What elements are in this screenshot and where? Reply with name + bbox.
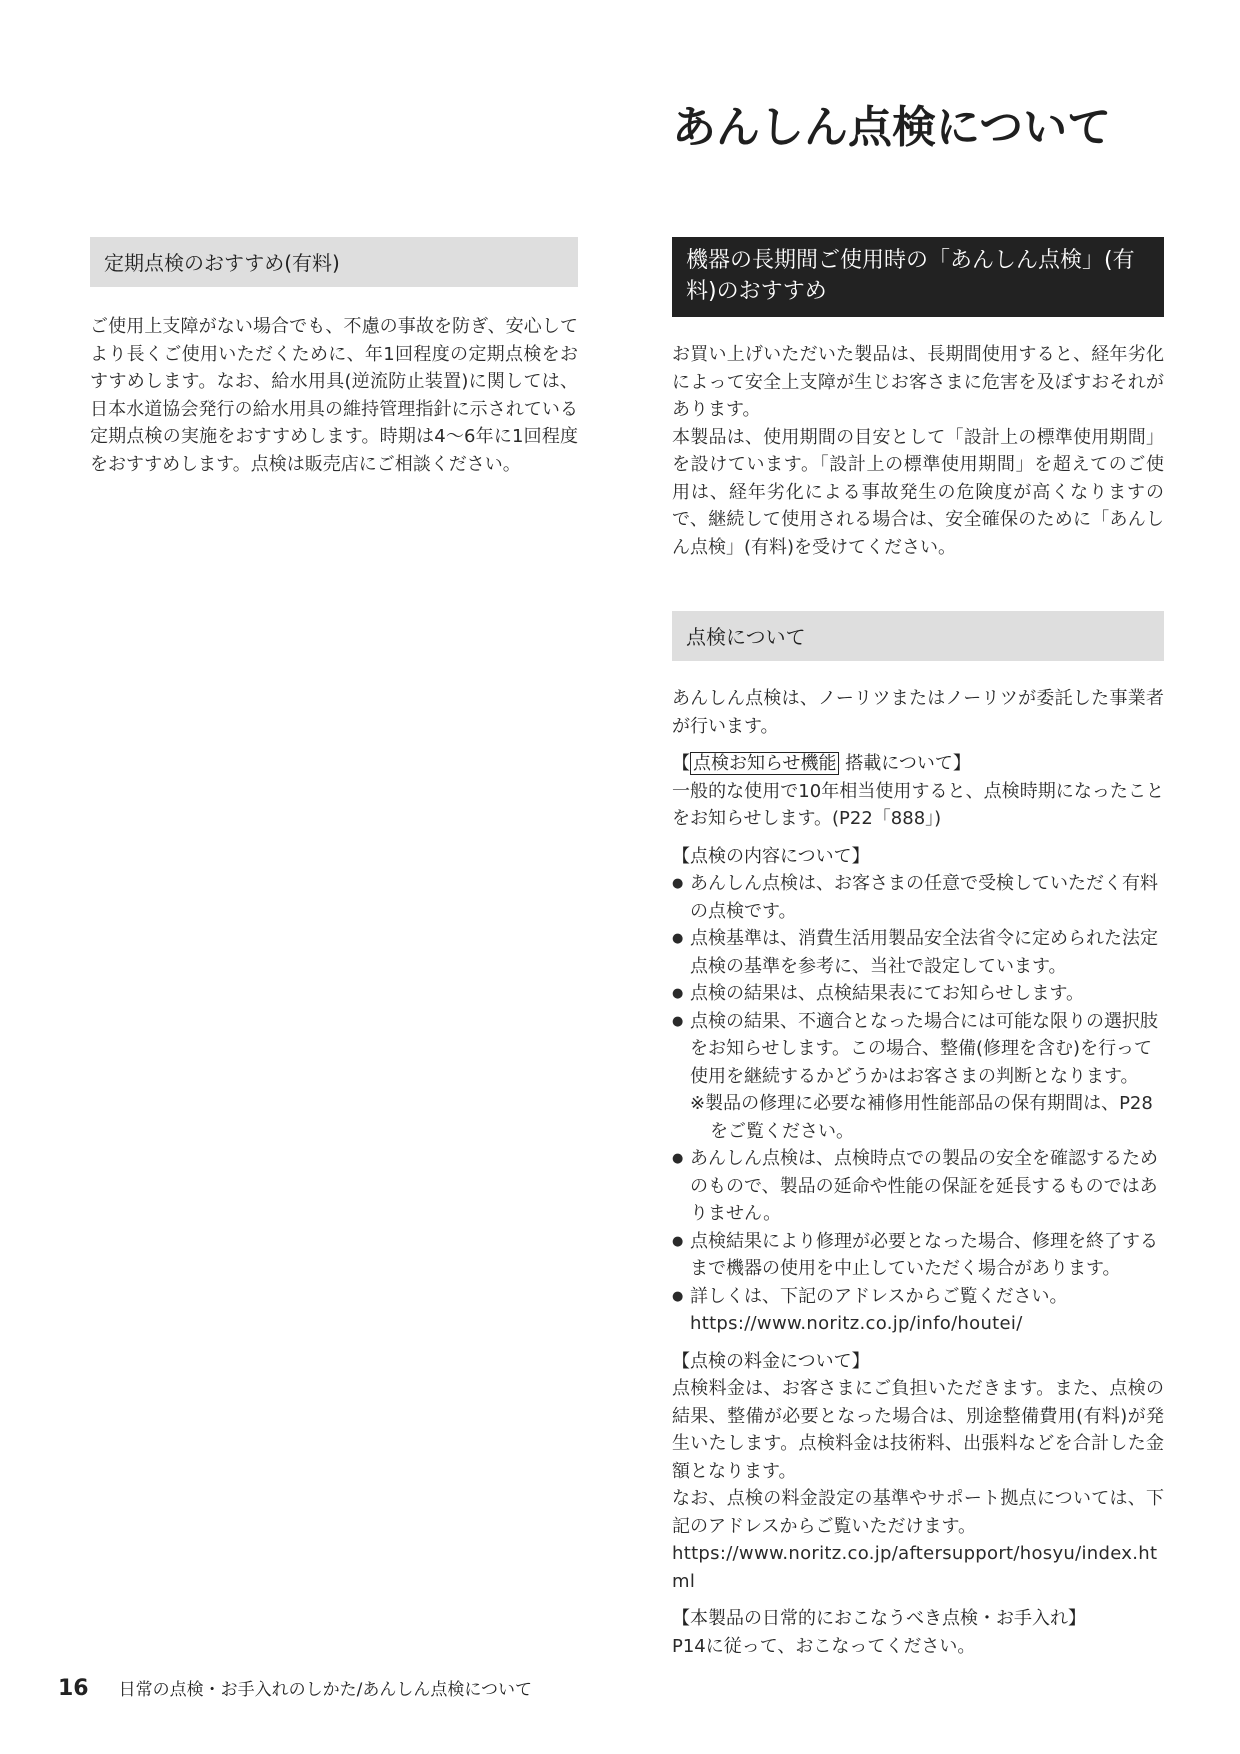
long-term-use-body bbox=[672, 341, 1164, 561]
notice-function-block bbox=[672, 750, 1164, 833]
list-item bbox=[672, 1228, 1164, 1283]
repair-parts-note: ※製品の修理に必要な補修用性能部品の保有期間は、P28をご覧ください。 bbox=[690, 1093, 1153, 1142]
page-footer bbox=[58, 1676, 532, 1702]
daily-inspection-text: P14に従って、おこなってください。 bbox=[672, 1635, 976, 1657]
bracket-open: 【 bbox=[672, 753, 690, 774]
list-item bbox=[672, 1145, 1164, 1228]
inspection-content-list bbox=[672, 870, 1164, 1338]
inspection-content-title: 【点検の内容について】 bbox=[672, 845, 870, 867]
footer-text: 日常の点検・お手入れのしかた/あんしん点検について bbox=[118, 1680, 533, 1700]
section-header-about-inspection: 点検について bbox=[672, 611, 1164, 661]
inspection-content-block bbox=[672, 843, 1164, 1338]
long-term-use-paragraph-2: 本製品は、使用期間の目安として「設計上の標準使用期間」を設けています。「設計上の標準使用期間」を超えてのご使用は、経年劣化による事故発生の危険度が高くなりますので、継続して使用される場合は、安全確保のために「あんしん点検」(有料)を受けてください。 bbox=[672, 426, 1164, 558]
list-item-text: 詳しくは、下記のアドレスからご覧ください。 bbox=[690, 1285, 1068, 1307]
left-column bbox=[90, 237, 578, 478]
right-column bbox=[672, 237, 1164, 1660]
list-item-text: 点検の結果、不適合となった場合には可能な限りの選択肢をお知らせします。この場合、整備(修理を含む)を行って使用を継続するかどうかはお客さまの判断となります。 bbox=[690, 1010, 1158, 1087]
list-item bbox=[672, 1008, 1164, 1146]
notice-function-text: 一般的な使用で10年相当使用すると、点検時期になったことをお知らせします。(P22「888」) bbox=[672, 780, 1164, 829]
list-item-text: あんしん点検は、お客さまの任意で受検していただく有料の点検です。 bbox=[690, 873, 1158, 922]
long-term-use-paragraph-1: お買い上げいただいた製品は、長期間使用すると、経年劣化によって安全上支障が生じお客さまに危害を及ぼすおそれがあります。 bbox=[672, 344, 1164, 420]
inspection-fee-title: 【点検の料金について】 bbox=[672, 1350, 870, 1372]
houtei-url[interactable]: https://www.noritz.co.jp/info/houtei/ bbox=[690, 1313, 1023, 1334]
list-item-text: 点検結果により修理が必要となった場合、修理を終了するまで機器の使用を中止していただく場合があります。 bbox=[690, 1230, 1158, 1279]
notice-function-label: 点検お知らせ機能 bbox=[690, 752, 839, 775]
section-header-long-term-use: 機器の長期間ご使用時の「あんしん点検」(有料)のおすすめ bbox=[672, 237, 1164, 317]
inspection-intro: あんしん点検は、ノーリツまたはノーリツが委託した事業者が行います。 bbox=[672, 688, 1164, 737]
bullet-icon: ● bbox=[672, 876, 684, 891]
inspection-fee-block bbox=[672, 1348, 1164, 1596]
inspection-fee-paragraph-2: なお、点検の料金設定の基準やサポート拠点については、下記のアドレスからご覧いただけます。 bbox=[672, 1488, 1164, 1537]
list-item-text: 点検基準は、消費生活用製品安全法省令に定められた法定点検の基準を参考に、当社で設定しています。 bbox=[690, 928, 1158, 977]
page-number: 16 bbox=[58, 1676, 89, 1701]
page-title: あんしん点検について bbox=[672, 102, 1112, 153]
daily-inspection-block bbox=[672, 1605, 1164, 1660]
list-item bbox=[672, 925, 1164, 980]
list-item bbox=[672, 1283, 1164, 1338]
bullet-icon: ● bbox=[672, 1151, 684, 1166]
notice-function-title bbox=[672, 750, 1164, 778]
daily-inspection-title: 【本製品の日常的におこなうべき点検・お手入れ】 bbox=[672, 1608, 1086, 1629]
list-item-text: あんしん点検は、点検時点での製品の安全を確認するためのもので、製品の延命や性能の保証を延長するものではありません。 bbox=[690, 1148, 1158, 1224]
list-item bbox=[672, 870, 1164, 925]
hosyu-url[interactable]: https://www.noritz.co.jp/aftersupport/hosyu/index.html bbox=[672, 1543, 1158, 1592]
bullet-icon: ● bbox=[672, 986, 684, 1001]
list-item-text: 点検の結果は、点検結果表にてお知らせします。 bbox=[690, 983, 1085, 1004]
bullet-icon: ● bbox=[672, 1013, 684, 1029]
bullet-icon: ● bbox=[672, 1233, 684, 1249]
periodic-inspection-text: ご使用上支障がない場合でも、不慮の事故を防ぎ、安心してより長くご使用いただくために、年1回程度の定期点検をおすすめします。なお、給水用具(逆流防止装置)に関しては、日本水道協会発行の給水用具の維持管理指針に示されている定期点検の実施をおすすめします。時期は4〜6年に1回程度をおすすめします。点検は販売店にご相談ください。 bbox=[90, 316, 578, 475]
bullet-icon: ● bbox=[672, 931, 684, 946]
inspection-fee-paragraph-1: 点検料金は、お客さまにご負担いただきます。また、点検の結果、整備が必要となった場合は、別途整備費用(有料)が発生いたします。点検料金は技術料、出張料などを合計した金額となります。 bbox=[672, 1378, 1164, 1482]
list-item bbox=[672, 980, 1164, 1008]
notice-function-title-rest: 搭載について】 bbox=[845, 753, 971, 774]
section-header-periodic-inspection: 定期点検のおすすめ(有料) bbox=[90, 237, 578, 287]
bullet-icon: ● bbox=[672, 1288, 684, 1304]
